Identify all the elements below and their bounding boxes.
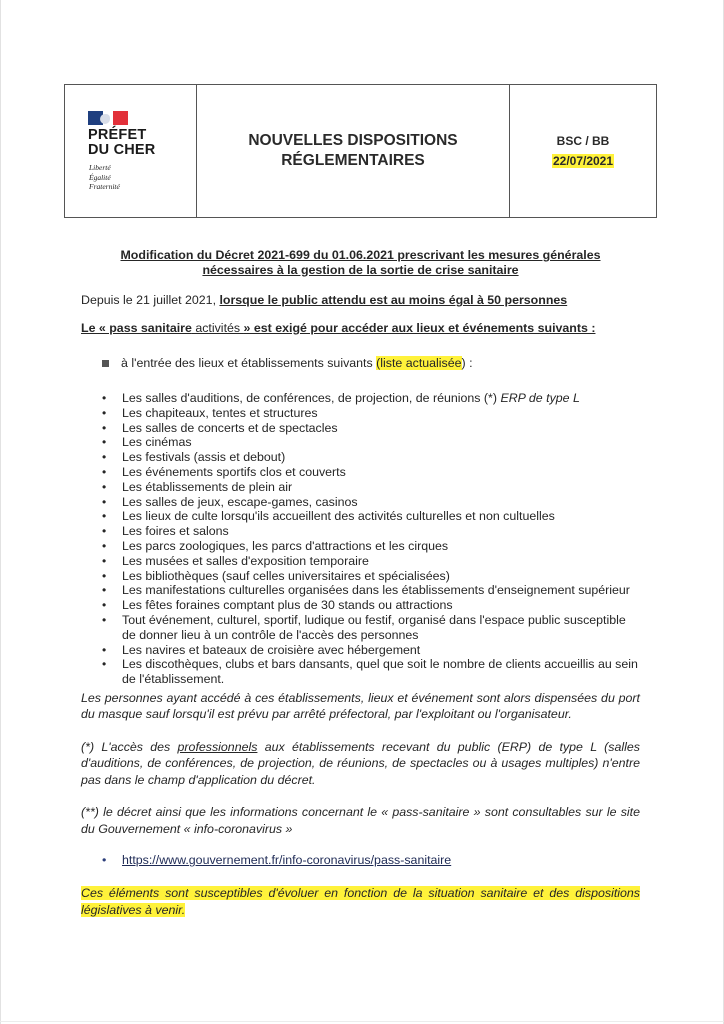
logo-cell (65, 85, 197, 217)
list-item: • Les festivals (assis et debout) (102, 450, 286, 465)
bullet-icon: • (102, 435, 107, 450)
list-item: • Tout événement, culturel, sportif, ludique ou festif, organisé dans l'espace public susceptible de donner lieu à un contrôle de l'accès des personnes (102, 612, 626, 642)
pass-sanitaire-link[interactable]: https://www.gouvernement.fr/info-coronavirus/pass-sanitaire (122, 853, 452, 868)
bullet-icon: • (102, 657, 107, 672)
document-date: 22/07/2021 (552, 154, 614, 168)
list-item: • Les musées et salles d'exposition temporaire (102, 553, 369, 568)
bullet-icon: • (102, 450, 107, 465)
reference-code: BSC / BB (556, 134, 610, 148)
bullet-icon: • (102, 553, 107, 568)
document-title: NOUVELLES DISPOSITIONS RÉGLEMENTAIRES (248, 132, 458, 169)
entry-statement: à l'entrée des lieux et établissements suivants (liste actualisée) : (81, 356, 640, 371)
pass-sanitaire-heading: Le « pass sanitaire activités » est exigé pour accéder aux lieux et événements suivants : (81, 321, 596, 335)
french-flag-icon (88, 111, 128, 125)
since-statement: Depuis le 21 juillet 2021, lorsque le public attendu est au moins égal à 50 personnes (81, 293, 568, 307)
square-bullet-icon (102, 360, 109, 367)
decree-note: (**) le décret ainsi que les informations concernant le « pass-sanitaire » sont consultables sur le site du Gouvernement « info-coronavirus » (81, 805, 640, 836)
marianne-icon (100, 114, 110, 124)
bullet-icon: • (102, 568, 107, 583)
bullet-icon: • (102, 420, 107, 435)
professionals-note: (*) L'accès des professionnels aux établissements recevant du public (ERP) de type L (salles d'auditions, de conférences, de projection, de réunions, de spectacles ou à usages multiples) n'entre pas dans le champ d'application du décret. (81, 739, 640, 787)
bullet-icon: • (102, 509, 107, 524)
list-item: • Les fêtes foraines comptant plus de 30 stands ou attractions (102, 598, 453, 613)
list-item: • Les manifestations culturelles organisées dans les établissements d'enseignement supérieur (102, 583, 630, 598)
link-item (81, 853, 640, 868)
bullet-icon: • (102, 494, 107, 509)
list-item: • Les discothèques, clubs et bars dansants, quel que soit le nombre de clients accueillis au sein de l'établissement. (102, 657, 638, 687)
bullet-icon: • (102, 642, 107, 657)
list-item: • Les navires et bateaux de croisière avec hébergement (102, 642, 421, 657)
list-item: • Les bibliothèques (sauf celles universitaires et spécialisées) (102, 568, 450, 583)
republic-motto: Liberté Égalité Fraternité (89, 163, 120, 191)
list-item: • Les parcs zoologiques, les parcs d'attractions et les cirques (102, 538, 449, 553)
prefecture-name: PRÉFET DU CHER (88, 127, 156, 158)
list-item: • Les événements sportifs clos et couverts (102, 464, 346, 479)
list-item: • Les salles de jeux, escape-games, casinos (102, 494, 358, 509)
bullet-icon: • (102, 479, 107, 494)
list-item: • Les foires et salons (102, 524, 229, 539)
page-edge (0, 1021, 724, 1022)
document-body (81, 248, 640, 918)
title-cell (197, 85, 510, 217)
bullet-icon: • (102, 391, 107, 405)
header-table (64, 84, 657, 218)
bullet-icon: • (102, 853, 107, 868)
page-edge (0, 0, 1, 1024)
list-item: • Les salles d'auditions, de conférences, de projection, de réunions (*) ERP de type L (102, 391, 580, 405)
bullet-icon: • (102, 405, 107, 420)
bullet-icon: • (102, 612, 107, 627)
disclaimer-paragraph: Ces éléments sont susceptibles d'évoluer en fonction de la situation sanitaire et des dispositions législatives à venir. (81, 886, 640, 917)
bullet-icon: • (102, 464, 107, 479)
list-item: • Les cinémas (102, 435, 192, 450)
mask-paragraph: Les personnes ayant accédé à ces établissements, lieux et événement sont alors dispensées du port du masque sauf lorsqu'il est prévu par arrêté préfectoral, par l'exploitant ou l'organisateur. (81, 690, 640, 722)
list-item: • Les salles de concerts et de spectacles (102, 420, 338, 435)
bullet-icon: • (102, 598, 107, 613)
list-item: • Les chapiteaux, tentes et structures (102, 405, 318, 420)
bullet-icon: • (102, 583, 107, 598)
list-item: • Les lieux de culte lorsqu'ils accueillent des activités culturelles et non cultuelles (102, 509, 555, 524)
decree-heading: Modification du Décret 2021-699 du 01.06.2021 prescrivant les mesures générales nécessaires à la gestion de la sortie de crise sanitaire (120, 248, 601, 277)
bullet-icon: • (102, 538, 107, 553)
venue-list (81, 391, 640, 687)
bullet-icon: • (102, 524, 107, 539)
list-item: • Les établissements de plein air (102, 479, 293, 494)
reference-cell (510, 85, 656, 217)
